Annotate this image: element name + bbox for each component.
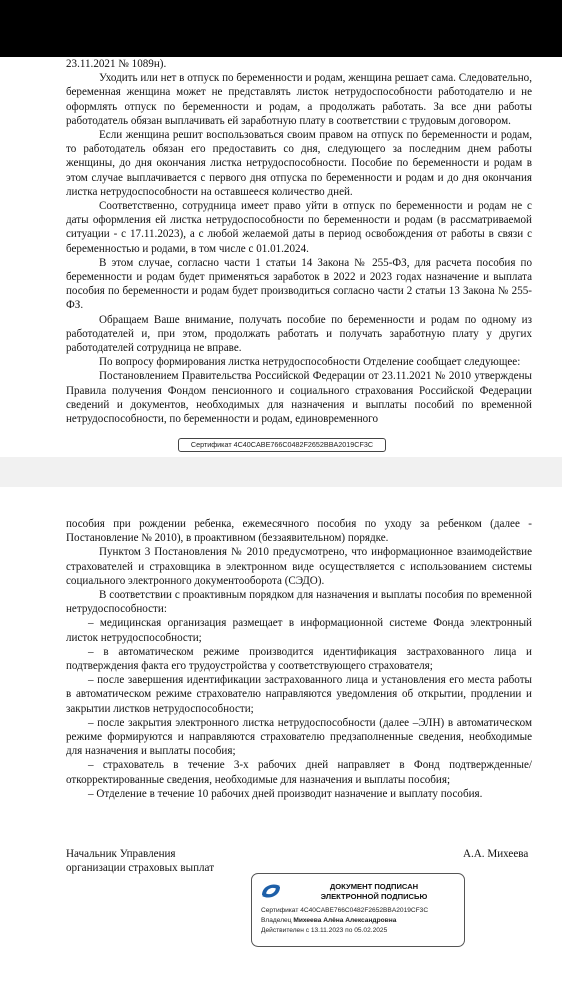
paragraph-0: 23.11.2021 № 1089н). bbox=[66, 58, 167, 70]
bullet-item: – Отделение в течение 10 рабочих дней производит назначение и выплату пособия. bbox=[88, 787, 483, 800]
signatory-name: А.А. Михеева bbox=[463, 848, 529, 860]
paragraph-5: Обращаем Ваше внимание, получать пособие по беременности и родам по одному из работодателей и, при этом, продолжать работать и получать заработную плату у других работодателей сотрудница не вправе. bbox=[66, 313, 532, 355]
stamp-certificate bbox=[261, 907, 428, 915]
bullet-item: – после завершения идентификации застрахованного лица и установления его места работы в автоматическом режиме страхователю направляются уведомления об открытии, продлении и закрытии листков нетрудоспособности; bbox=[66, 674, 532, 715]
bullet-item: – после закрытия электронного листка нетрудоспособности (далее –ЭЛН) в автоматическом режиме формируются и направляются страхователю предзаполненные сведения, необходимые для назначения и выплаты пособия; bbox=[66, 716, 532, 758]
owner-value: Михеева Алёна Александровна bbox=[293, 917, 397, 924]
bullet-item: – медицинская организация размещает в информационной системе Фонда электронный листок нетрудоспособности; bbox=[66, 617, 532, 644]
stamp-title-line-2: ЭЛЕКТРОННОЙ ПОДПИСЬЮ bbox=[320, 892, 428, 901]
stamp-validity: Действителен с 13.11.2023 по 05.02.2025 bbox=[261, 927, 388, 934]
stamp-title bbox=[288, 882, 460, 902]
paragraph-3: Соответственно, сотрудница имеет право уйти в отпуск по беременности и родам не с даты оформления ей листка нетрудоспособности по беременности и родам (в рассматриваемой ситуации - с 17.11.2023), а с любой желаемой даты в период освобождения от работы в связи с беременностью и родами, в том числе с 01.01.2024. bbox=[66, 200, 532, 255]
stamp-title-line-1: ДОКУМЕНТ ПОДПИСАН bbox=[329, 882, 419, 891]
paragraph-6: По вопросу формирования листка нетрудоспособности Отделение сообщает следующее: bbox=[99, 356, 521, 369]
owner-label: Владелец bbox=[261, 917, 292, 924]
fund-logo-icon bbox=[259, 880, 283, 902]
stamp-owner bbox=[261, 917, 396, 925]
certificate-strip: Сертификат 4C40CABE766C0482F2652BBA2019CF3C bbox=[178, 438, 386, 452]
paragraph-1: Уходить или нет в отпуск по беременности и родам, женщина решает сама. Следовательно, беременная женщина может не представлять листок нетрудоспособности работодателю и не оформлять отпуск по беременности и родам, а продолжать работать. За все дни работы работодатель обязан выплачивать ей заработную плату в соответствии с трудовым договором. bbox=[66, 72, 532, 127]
signatory-position bbox=[66, 847, 214, 875]
position-line-2: организации страховых выплат bbox=[66, 862, 215, 875]
paragraph-10: В соответствии с проактивным порядком для назначения и выплаты пособия по временной нетрудоспособности: bbox=[66, 589, 532, 616]
paragraph-8: пособия при рождении ребенка, ежемесячного пособия по уходу за ребенком (далее - Постановление № 2010), в проактивном (беззаявительном) порядке. bbox=[66, 518, 532, 545]
bullet-item: – в автоматическом режиме производится идентификация застрахованного лица и подтверждения факта его трудоустройства у соответствующего страхователя; bbox=[66, 645, 532, 673]
paragraph-4: В этом случае, согласно части 1 статьи 14 Закона № 255-ФЗ, для расчета пособия по беременности и родам будет применяться заработок в 2022 и 2023 годах назначение и выплата пособия по беременности и родам будет производиться согласно части 2 статьи 13 Закона № 255-ФЗ. bbox=[66, 256, 532, 312]
electronic-signature-stamp bbox=[251, 873, 465, 947]
certificate-value: 4C40CABE766C0482F2652BBA2019CF3C bbox=[300, 907, 429, 914]
paragraph-7: Постановлением Правительства Российской Федерации от 23.11.2021 № 2010 утверждены Правила получения Фондом пенсионного и социального страхования Российской Федерации сведений и документов, необходимых для назначения и выплаты пособий по временной нетрудоспособности, по беременности и родам, единовременного bbox=[66, 370, 532, 426]
position-line-1: Начальник Управления bbox=[66, 848, 176, 860]
document-page-1 bbox=[0, 57, 562, 457]
paragraph-2: Если женщина решит воспользоваться своим правом на отпуск по беременности и родам, то работодатель обязан его предоставить со дня, следующего за последним днем работы женщины, до дня окончания листка нетрудоспособности. Пособие по беременности и родам в этом случае выплачивается с первого дня отпуска по беременности и родам и до дня окончания листка нетрудоспособности на оставшееся количество дней. bbox=[66, 129, 532, 198]
paragraph-9: Пунктом 3 Постановления № 2010 предусмотрено, что информационное взаимодействие страхователей и страховщика в электронном виде осуществляется с использованием системы социального электронного документооборота (СЭДО). bbox=[66, 546, 532, 587]
document-page-2 bbox=[0, 487, 562, 1000]
top-black-bar bbox=[0, 0, 562, 57]
bullet-item: – страхователь в течение 3-х рабочих дней направляет в Фонд подтвержденные/откорректированные сведения, необходимые для назначения и выплаты пособия; bbox=[66, 759, 532, 786]
certificate-label: Сертификат bbox=[261, 907, 299, 914]
page-divider bbox=[0, 457, 562, 487]
